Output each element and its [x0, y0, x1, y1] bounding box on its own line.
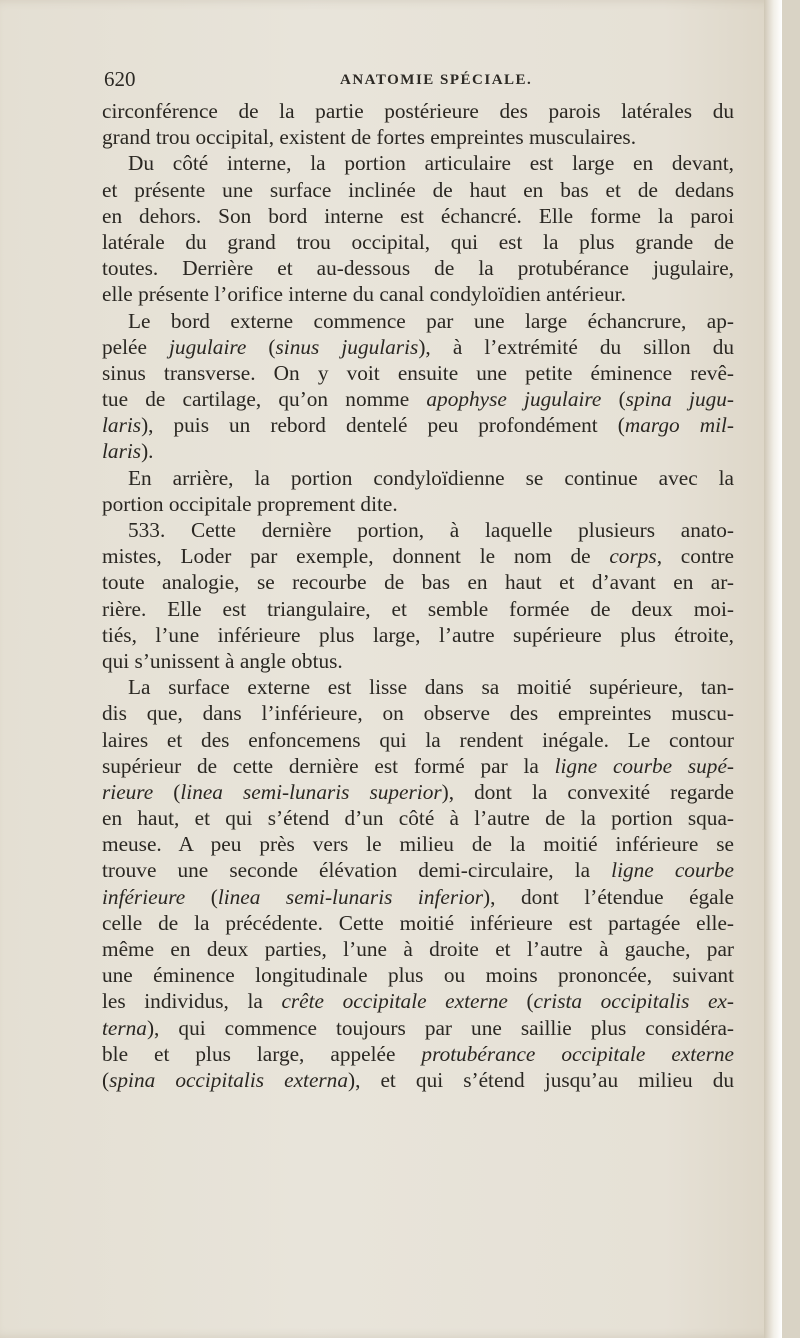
text-line	[102, 150, 734, 176]
text-segment: circonférence de la partie postérieure des parois latérales du	[102, 99, 734, 123]
text-line	[102, 884, 734, 910]
text-segment: en dehors. Son bord interne est échancré. Elle forme la paroi	[102, 203, 734, 228]
text-segment: trouve une seconde élévation demi-circulaire, la	[102, 858, 612, 883]
text-segment: Le bord externe commence par une large échancrure, ap-	[128, 308, 734, 333]
text-line	[102, 1067, 734, 1093]
italic-term: inférieure	[102, 884, 186, 909]
italic-term: corps	[609, 544, 657, 569]
header-title: ANATOMIE SPÉCIALE.	[340, 72, 533, 88]
page-number: 620	[104, 67, 136, 91]
text-segment: toutes. Derrière et au-dessous de la protubérance jugulaire,	[102, 256, 734, 281]
text-line	[102, 334, 734, 360]
italic-term: protubérance occipitale externe	[421, 1041, 735, 1066]
text-segment: ), dont la convexité regarde	[441, 779, 734, 804]
italic-term: apophyse jugulaire	[426, 387, 602, 412]
text-segment: toute analogie, se recourbe de bas en haut et d’avant en ar-	[102, 570, 734, 595]
italic-term: spina occipitalis externa	[109, 1067, 348, 1092]
text-line	[102, 177, 734, 203]
text-line	[102, 622, 734, 648]
italic-term: ligne courbe supé-	[554, 753, 735, 778]
text-line	[102, 831, 734, 857]
italic-term: laris	[102, 439, 142, 464]
text-segment: ), dont l’étendue égale	[483, 884, 735, 909]
text-body	[102, 98, 734, 1093]
text-segment: supérieur de cette dernière est formé par la	[102, 753, 555, 778]
text-segment: en haut, et qui s’étend d’un côté à l’autre de la portion squa-	[102, 806, 734, 831]
text-line	[102, 281, 734, 307]
text-segment: elle présente l’orifice interne du canal condyloïdien antérieur.	[102, 282, 626, 307]
running-head	[104, 64, 734, 94]
text-segment: laires et des enfoncemens qui la rendent inégale. Le contour	[102, 727, 734, 752]
text-segment: tue de cartilage, qu’on nomme	[102, 387, 427, 412]
text-line	[102, 569, 734, 595]
text-line	[102, 988, 734, 1014]
text-segment: (	[102, 1067, 110, 1092]
text-segment: les individus, la	[102, 989, 282, 1014]
text-segment: latérale du grand trou occipital, qui est la plus grande de	[102, 229, 734, 254]
text-line	[102, 255, 734, 281]
text-line	[102, 412, 734, 438]
text-segment: grand trou occipital, existent de fortes empreintes musculaires.	[102, 125, 637, 150]
text-line	[102, 229, 734, 255]
text-segment: Du côté interne, la portion articulaire est large en devant,	[128, 151, 734, 176]
text-segment: ), puis un rebord dentelé peu profondément (	[141, 413, 625, 438]
text-segment: ), à l’extrémité du sillon du	[418, 334, 734, 359]
text-line	[102, 805, 734, 831]
italic-term: sinus jugularis	[275, 334, 419, 359]
text-segment: (	[507, 989, 534, 1014]
text-line	[102, 700, 734, 726]
text-line	[102, 308, 734, 334]
italic-term: crista occipitalis ex-	[533, 989, 734, 1014]
text-line	[102, 1041, 734, 1067]
text-segment: (	[185, 884, 218, 909]
italic-term: linea semi-lunaris superior	[180, 779, 442, 804]
text-segment: sinus transverse. On y voit ensuite une petite éminence revê-	[102, 360, 734, 385]
text-segment: 533. Cette dernière portion, à laquelle plusieurs anato-	[128, 518, 734, 542]
italic-term: linea semi-lunaris inferior	[217, 884, 484, 909]
text-segment: ).	[141, 439, 154, 464]
text-line	[102, 98, 734, 124]
text-line	[102, 203, 734, 229]
text-segment: (	[153, 779, 181, 804]
text-line	[102, 910, 734, 936]
text-line	[102, 438, 734, 464]
text-line	[102, 962, 734, 988]
text-segment: ), qui commence toujours par une saillie plus considéra-	[146, 1015, 734, 1040]
text-line	[102, 543, 734, 569]
text-segment: portion occipitale proprement dite.	[102, 491, 398, 516]
text-segment: tiés, l’une inférieure plus large, l’autre supérieure plus étroite,	[102, 622, 734, 647]
text-segment: rière. Elle est triangulaire, et semble formée de deux moi-	[102, 596, 734, 621]
text-segment: En arrière, la portion condyloïdienne se continue avec la	[128, 465, 734, 490]
text-segment: ble et plus large, appelée	[102, 1041, 422, 1066]
text-line	[102, 517, 734, 543]
text-segment: et présente une surface inclinée de haut en bas et de dedans	[102, 177, 734, 202]
italic-term: crête occipitale externe	[281, 989, 508, 1014]
text-segment: ), et qui s’étend jusqu’au milieu du	[347, 1067, 734, 1092]
italic-term: margo mil-	[624, 413, 734, 438]
text-line	[102, 857, 734, 883]
text-line	[102, 936, 734, 962]
text-segment: (	[246, 334, 276, 359]
text-line	[102, 674, 734, 700]
text-line	[102, 124, 734, 150]
text-segment: , contre	[656, 544, 734, 569]
text-segment: mistes, Loder par exemple, donnent le nom de	[102, 544, 610, 569]
text-segment: pelée	[102, 334, 170, 359]
italic-term: laris	[102, 413, 142, 438]
text-line	[102, 753, 734, 779]
text-line	[102, 727, 734, 753]
text-segment: même en deux parties, l’une à droite et l’autre à gauche, par	[102, 937, 734, 961]
text-segment: La surface externe est lisse dans sa moitié supérieure, tan-	[128, 675, 734, 700]
text-line	[102, 465, 734, 491]
italic-term: spina jugu-	[625, 387, 734, 412]
text-line	[102, 648, 734, 674]
text-line	[102, 360, 734, 386]
text-segment: qui s’unissent à angle obtus.	[102, 648, 343, 673]
italic-term: jugulaire	[169, 334, 247, 359]
text-segment: dis que, dans l’inférieure, on observe des empreintes muscu-	[102, 701, 734, 726]
text-line	[102, 596, 734, 622]
text-line	[102, 386, 734, 412]
text-segment: une éminence longitudinale plus ou moins prononcée, suivant	[102, 963, 734, 988]
text-line	[102, 779, 734, 805]
text-line	[102, 491, 734, 517]
italic-term: ligne courbe	[611, 858, 734, 883]
text-line	[102, 1015, 734, 1041]
text-segment: meuse. A peu près vers le milieu de la moitié inférieure se	[102, 832, 734, 857]
text-segment: celle de la précédente. Cette moitié inférieure est partagée elle-	[102, 910, 734, 935]
page-edge	[764, 0, 782, 1338]
text-segment: (	[601, 387, 626, 412]
italic-term: rieure	[102, 779, 154, 804]
italic-term: terna	[102, 1015, 147, 1040]
